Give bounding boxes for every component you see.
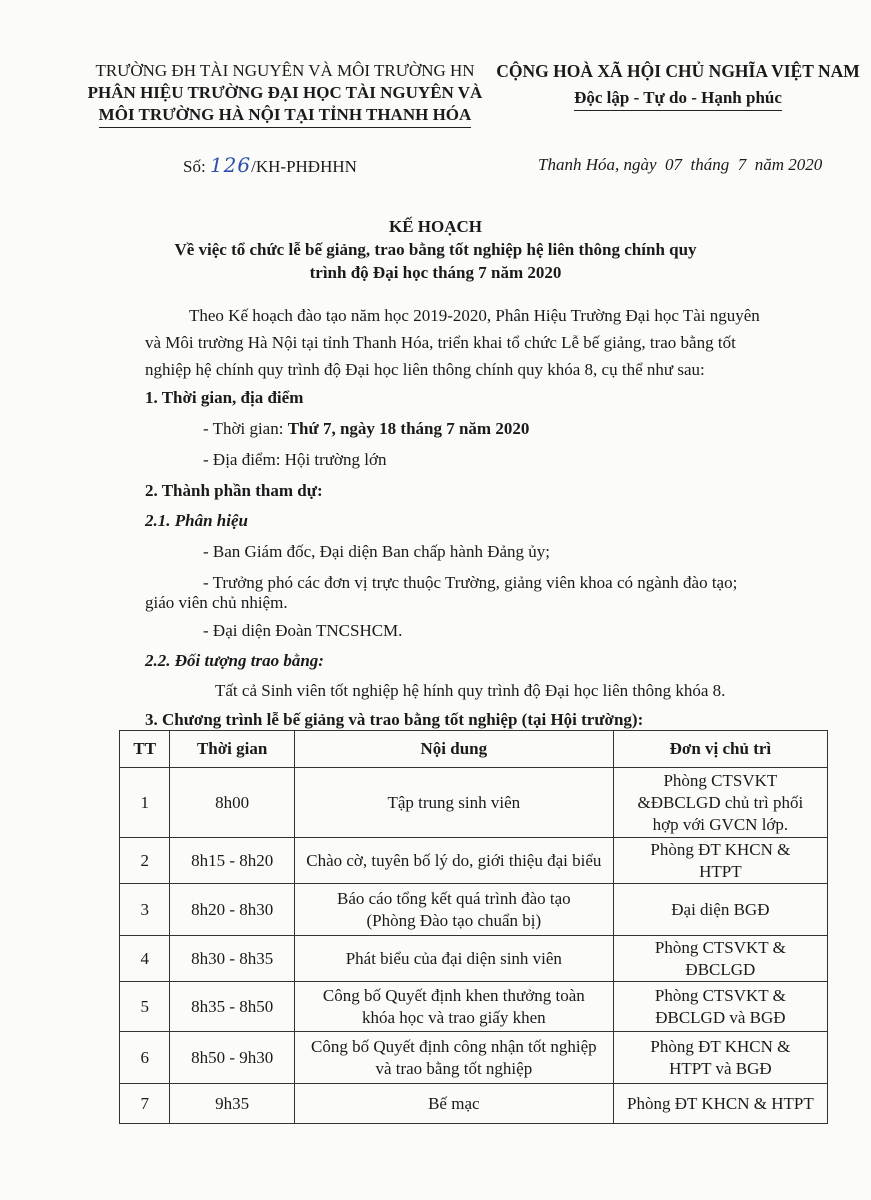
row-number: 2 (140, 850, 149, 870)
row-time: 8h20 - 8h30 (191, 899, 274, 919)
row-time: 8h00 (215, 792, 250, 812)
cell-content (294, 936, 613, 982)
cell-time (170, 768, 294, 838)
row-number: 5 (140, 996, 149, 1016)
national-motto-block (492, 60, 864, 111)
row-content-line: Công bố Quyết định công nhận tốt nghiệp (310, 1036, 597, 1056)
row-unit-line: hợp với GVCN lớp. (652, 814, 789, 834)
cell-unit (613, 884, 827, 936)
cell-tt (120, 936, 170, 982)
table-row (120, 884, 828, 936)
row-number: 7 (140, 1093, 149, 1113)
document-number (183, 153, 357, 177)
cell-time (170, 1084, 294, 1124)
section2-2-heading: 2.2. Đối tượng trao bằng: (145, 651, 324, 670)
graduates-text: Tất cả Sinh viên tốt nghiệp hệ hính quy trình độ Đại học liên thông khóa 8. (215, 681, 726, 700)
cell-time (170, 1032, 294, 1084)
attendee-item-continued: giáo viên chủ nhiệm. (145, 593, 288, 612)
document-number-prefix: Số: (183, 157, 206, 176)
cell-content (294, 884, 613, 936)
country-name: CỘNG HOÀ XÃ HỘI CHỦ NGHĨA VIỆT NAM (496, 61, 860, 81)
row-content-line: Công bố Quyết định khen thưởng toàn (322, 985, 585, 1005)
column-header-unit: Đơn vị chủ trì (613, 731, 827, 768)
row-content-line: Báo cáo tổng kết quá trình đào tạo (336, 888, 571, 908)
cell-time (170, 982, 294, 1032)
row-unit-line: Đại diện BGĐ (671, 899, 770, 919)
row-time: 8h35 - 8h50 (191, 996, 274, 1016)
document-number-suffix: /KH-PHĐHHN (251, 157, 357, 176)
cell-content (294, 1032, 613, 1084)
row-unit-line: ĐBCLGD (685, 959, 756, 979)
time-line (203, 415, 529, 442)
parent-university-name: TRƯỜNG ĐH TÀI NGUYÊN VÀ MÔI TRƯỜNG HN (95, 61, 475, 80)
row-number: 6 (140, 1047, 149, 1067)
cell-unit (613, 936, 827, 982)
cell-tt (120, 884, 170, 936)
intro-line1: Theo Kế hoạch đào tạo năm học 2019-2020, Phân Hiệu Trường Đại học Tài nguyên (189, 306, 760, 325)
attendee-item: - Trưởng phó các đơn vị trực thuộc Trường, giảng viên khoa có ngành đào tạo; (203, 573, 738, 592)
column-header-content: Nội dung (294, 731, 613, 768)
row-time: 8h50 - 9h30 (191, 1047, 274, 1067)
issuer-block (60, 60, 510, 128)
cell-unit (613, 982, 827, 1032)
row-unit-line: ĐBCLGD và BGĐ (655, 1007, 786, 1027)
document-subject-line1: Về việc tổ chức lễ bế giảng, trao bằng tốt nghiệp hệ liên thông chính quy (174, 240, 697, 259)
schedule-table (119, 730, 828, 1124)
cell-content (294, 1084, 613, 1124)
cell-unit (613, 1084, 827, 1124)
table-row (120, 838, 828, 884)
row-content-line: Tập trung sinh viên (387, 792, 521, 812)
branch-name-line1: PHÂN HIỆU TRƯỜNG ĐẠI HỌC TÀI NGUYÊN VÀ (87, 83, 483, 102)
table-row (120, 936, 828, 982)
row-number: 4 (140, 948, 149, 968)
attendee-item: - Đại diện Đoàn TNCSHCM. (203, 621, 403, 640)
row-unit-line: &ĐBCLGD chủ trì phối (637, 792, 804, 812)
row-time: 8h30 - 8h35 (191, 948, 274, 968)
cell-content (294, 838, 613, 884)
national-motto: Độc lập - Tự do - Hạnh phúc (574, 87, 782, 111)
document-number-handwritten: 126 (209, 153, 252, 177)
section3-heading: 3. Chương trình lễ bế giảng và trao bằng tốt nghiệp (tại Hội trường): (145, 710, 644, 729)
cell-tt (120, 1084, 170, 1124)
row-unit-line: Phòng CTSVKT & (654, 937, 786, 957)
row-content-line: Chào cờ, tuyên bố lý do, giới thiệu đại biểu (306, 850, 602, 870)
table-row (120, 1032, 828, 1084)
document-subject-line2: trình độ Đại học tháng 7 năm 2020 (309, 263, 562, 282)
time-value: Thứ 7, ngày 18 tháng 7 năm 2020 (287, 419, 530, 438)
document-title: KẾ HOẠCH (388, 217, 483, 236)
cell-tt (120, 982, 170, 1032)
row-unit-line: Phòng ĐT KHCN & HTPT (627, 1093, 814, 1113)
column-header-tt: TT (120, 731, 170, 768)
table-row (120, 768, 828, 838)
cell-time (170, 884, 294, 936)
row-content-line: khóa học và trao giấy khen (362, 1007, 546, 1027)
row-time: 9h35 (215, 1093, 250, 1113)
row-time: 8h15 - 8h20 (191, 850, 274, 870)
row-unit-line: HTPT (699, 861, 742, 881)
cell-time (170, 838, 294, 884)
row-unit-line: Phòng ĐT KHCN & (650, 1036, 791, 1056)
section2-1-heading: 2.1. Phân hiệu (145, 511, 248, 530)
row-unit-line: Phòng CTSVKT & (654, 985, 786, 1005)
row-content-line: Phát biểu của đại diện sinh viên (345, 948, 562, 968)
cell-unit (613, 768, 827, 838)
time-label: - Thời gian: (203, 419, 288, 438)
row-unit-line: Phòng ĐT KHCN & (650, 839, 791, 859)
intro-line3: nghiệp hệ chính quy trình độ Đại học liên thông chính quy khóa 8, cụ thể như sau: (145, 360, 705, 379)
cell-content (294, 982, 613, 1032)
attendee-item: - Ban Giám đốc, Đại diện Ban chấp hành Đảng ủy; (203, 542, 550, 561)
section1-heading: 1. Thời gian, địa điểm (145, 388, 304, 407)
column-header-time: Thời gian (170, 731, 294, 768)
place-line: - Địa điểm: Hội trường lớn (203, 450, 387, 469)
cell-unit (613, 1032, 827, 1084)
intro-line2: và Môi trường Hà Nội tại tỉnh Thanh Hóa, triển khai tổ chức Lễ bế giảng, trao bằng tốt (145, 333, 736, 352)
branch-name-line2: MÔI TRƯỜNG HÀ NỘI TẠI TỈNH THANH HÓA (99, 104, 472, 128)
row-number: 1 (140, 792, 149, 812)
section2-heading: 2. Thành phần tham dự: (145, 481, 323, 500)
cell-tt (120, 1032, 170, 1084)
table-row (120, 1084, 828, 1124)
row-content-line: và trao bằng tốt nghiệp (375, 1058, 533, 1078)
row-content-line: (Phòng Đào tạo chuẩn bị) (366, 910, 542, 930)
row-unit-line: HTPT và BGĐ (669, 1058, 772, 1078)
row-number: 3 (140, 899, 149, 919)
cell-time (170, 936, 294, 982)
row-content-line: Bế mạc (428, 1093, 480, 1113)
table-header-row (120, 731, 828, 768)
cell-tt (120, 838, 170, 884)
cell-content (294, 768, 613, 838)
place-date-line: Thanh Hóa, ngày 07 tháng 7 năm 2020 (538, 155, 823, 174)
cell-unit (613, 838, 827, 884)
cell-tt (120, 768, 170, 838)
table-row (120, 982, 828, 1032)
row-unit-line: Phòng CTSVKT (663, 770, 778, 790)
